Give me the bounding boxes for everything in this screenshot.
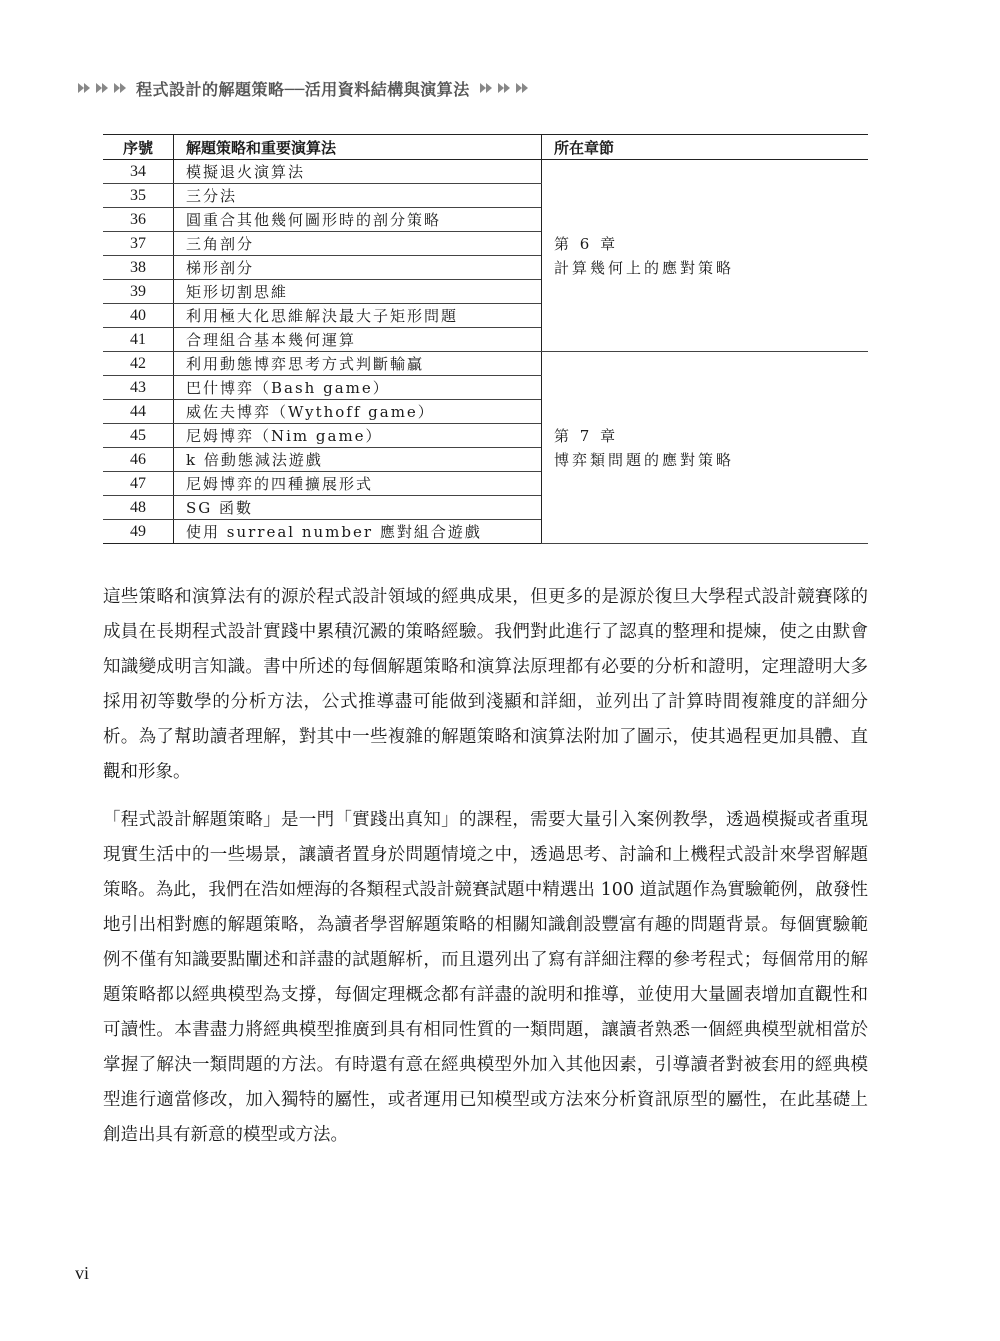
strategy-name: 利用極大化思維解決最大子矩形問題 bbox=[174, 304, 542, 328]
body-text bbox=[103, 580, 868, 1166]
running-header-title: 程式設計的解題策略──活用資料結構與演算法 bbox=[136, 79, 470, 99]
chapter-number: 第 6 章 bbox=[554, 234, 619, 253]
strategy-name: 威佐夫博弈（Wythoff game） bbox=[174, 400, 542, 424]
row-number: 40 bbox=[103, 304, 174, 328]
row-number: 49 bbox=[103, 520, 174, 544]
table-row bbox=[103, 160, 868, 184]
table-body bbox=[103, 160, 868, 544]
strategy-name: k 倍動態減法遊戲 bbox=[174, 448, 542, 472]
strategy-name: 利用動態博弈思考方式判斷輸贏 bbox=[174, 352, 542, 376]
row-number: 46 bbox=[103, 448, 174, 472]
strategy-table bbox=[103, 134, 868, 544]
row-number: 42 bbox=[103, 352, 174, 376]
strategy-name: 圓重合其他幾何圖形時的剖分策略 bbox=[174, 208, 542, 232]
strategy-name: 模擬退火演算法 bbox=[174, 160, 542, 184]
row-number: 36 bbox=[103, 208, 174, 232]
row-number: 34 bbox=[103, 160, 174, 184]
strategy-name: 尼姆博弈（Nim game） bbox=[174, 424, 542, 448]
row-number: 39 bbox=[103, 280, 174, 304]
row-number: 37 bbox=[103, 232, 174, 256]
strategy-name: SG 函數 bbox=[174, 496, 542, 520]
row-number: 41 bbox=[103, 328, 174, 352]
table-row bbox=[103, 352, 868, 376]
column-header-chapter: 所在章節 bbox=[542, 135, 869, 160]
page-number: vi bbox=[75, 1263, 90, 1283]
row-number: 35 bbox=[103, 184, 174, 208]
header-right-arrows-icon bbox=[480, 83, 528, 93]
row-number: 47 bbox=[103, 472, 174, 496]
header-left-arrows-icon bbox=[78, 83, 126, 93]
strategy-name: 使用 surreal number 應對組合遊戲 bbox=[174, 520, 542, 544]
table-header-row bbox=[103, 135, 868, 160]
strategy-name: 合理組合基本幾何運算 bbox=[174, 328, 542, 352]
strategy-name: 三角剖分 bbox=[174, 232, 542, 256]
column-header-strategy: 解題策略和重要演算法 bbox=[174, 135, 542, 160]
chapter-title: 計算幾何上的應對策略 bbox=[554, 258, 735, 277]
strategy-name: 矩形切割思維 bbox=[174, 280, 542, 304]
running-header bbox=[78, 76, 528, 100]
column-header-number: 序號 bbox=[103, 135, 174, 160]
row-number: 48 bbox=[103, 496, 174, 520]
chapter-title: 博弈類問題的應對策略 bbox=[554, 450, 735, 469]
row-number: 45 bbox=[103, 424, 174, 448]
chapter-cell bbox=[542, 352, 869, 544]
row-number: 38 bbox=[103, 256, 174, 280]
row-number: 43 bbox=[103, 376, 174, 400]
paragraph: 這些策略和演算法有的源於程式設計領域的經典成果，但更多的是源於復旦大學程式設計競賽隊的成員在長期程式設計實踐中累積沉澱的策略經驗。我們對此進行了認真的整理和提煉，使之由默會知識變成明言知識。書中所述的每個解題策略和演算法原理都有必要的分析和證明，定理證明大多採用初等數學的分析方法，公式推導盡可能做到淺顯和詳細，並列出了計算時間複雜度的詳細分析。為了幫助讀者理解，對其中一些複雜的解題策略和演算法附加了圖示，使其過程更加具體、直觀和形象。 bbox=[103, 587, 868, 782]
paragraph: 「程式設計解題策略」是一門「實踐出真知」的課程，需要大量引入案例教學，透過模擬或者重現現實生活中的一些場景，讓讀者置身於問題情境之中，透過思考、討論和上機程式設計來學習解題策略。為此，我們在浩如煙海的各類程式設計競賽試題中精選出 100 道試題作為實驗範例，啟發性地引出相對應的解題策略，為讀者學習解題策略的相關知識創設豐富有趣的問題背景。每個實驗範例不僅有知識要點闡述和詳盡的試題解析，而且還列出了寫有詳細注釋的參考程式；每個常用的解題策略都以經典模型為支撐，每個定理概念都有詳盡的說明和推導，並使用大量圖表增加直觀性和可讀性。本書盡力將經典模型推廣到具有相同性質的一類問題，讓讀者熟悉一個經典模型就相當於掌握了解決一類問題的方法。有時還有意在經典模型外加入其他因素，引導讀者對被套用的經典模型進行適當修改，加入獨特的屬性，或者運用已知模型或方法來分析資訊原型的屬性，在此基礎上創造出具有新意的模型或方法。 bbox=[103, 810, 868, 1145]
chapter-cell bbox=[542, 160, 869, 352]
strategy-name: 三分法 bbox=[174, 184, 542, 208]
strategy-name: 梯形剖分 bbox=[174, 256, 542, 280]
strategy-name: 尼姆博弈的四種擴展形式 bbox=[174, 472, 542, 496]
row-number: 44 bbox=[103, 400, 174, 424]
strategy-name: 巴什博弈（Bash game） bbox=[174, 376, 542, 400]
chapter-number: 第 7 章 bbox=[554, 426, 619, 445]
